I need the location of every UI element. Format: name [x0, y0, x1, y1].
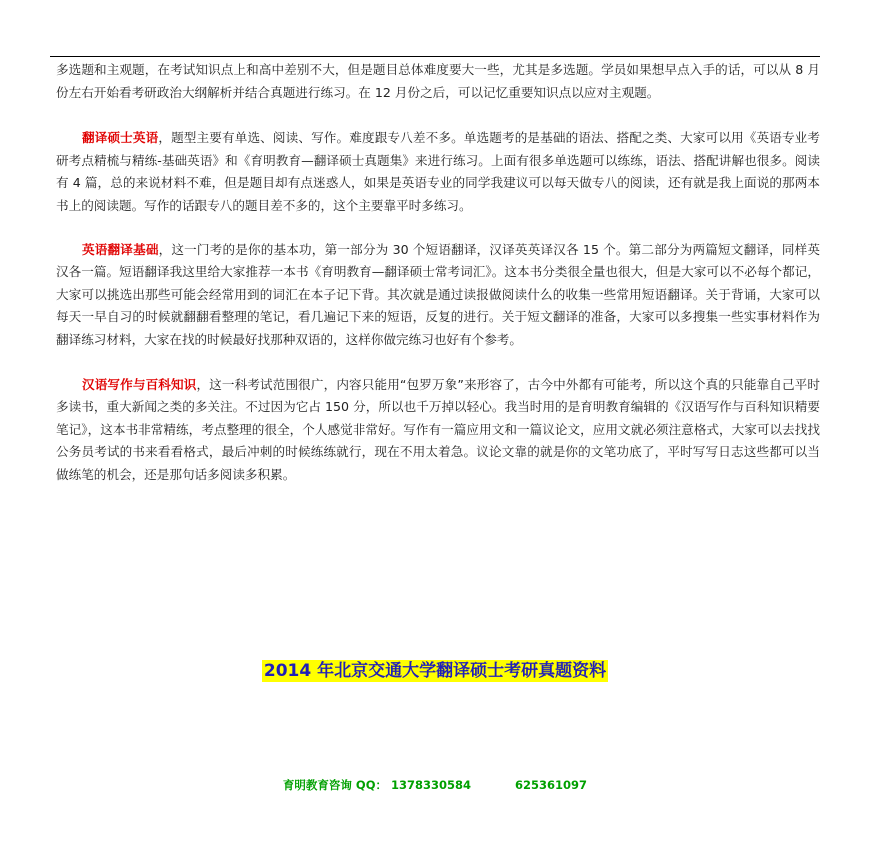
paragraph-politics [56, 59, 820, 104]
section-title: 汉语写作与百科知识 [82, 376, 197, 392]
paragraph-text: ，这一科考试范围很广，内容只能用“包罗万象”来形容了，古今中外都有可能考，所以这个真的只能靠自己平时多读书，重大新闻之类的多关注。不过因为它占 150 分，所以也千万掉以轻心。我当时用的是育明教育编辑的《汉语写作与百科知识精要笔记》，这本书非常精练，考点整理的很全，个人感觉非常好。写作有一篇应用文和一篇议论文，应用文就必须注意格式，大家可以去找找公务员考试的书来看看格式，最后冲刺的时候练练就行，现在不用太着急。议论文靠的就是你的文笔功底了，平时写写日志这些都可以当做练笔的机会，还是那句话多阅读多积累。 [56, 376, 820, 482]
paragraph-chinese-writing [56, 374, 820, 487]
document-body [56, 59, 820, 487]
paragraph-translation-english [56, 127, 820, 217]
banner-title: 2014 年北京交通大学翻译硕士考研真题资料 [263, 661, 607, 681]
paragraph-text: ，题型主要有单选、阅读、写作。难度跟专八差不多。单选题考的是基础的语法、搭配之类、大家可以用《英语专业考研考点精梳与精练-基础英语》和《育明教育—翻译硕士真题集》来进行练习。上面有很多单选题可以练练，语法、搭配讲解也很多。阅读有 4 篇，总的来说材料不难，但是题目却有点迷惑人，如果是英语专业的同学我建议可以每天做专八的阅读，还有就是我上面说的那两本书上的阅读题。写作的话跟专八的题目差不多的，这个主要靠平时多练习。 [56, 130, 821, 213]
contact-footer [0, 777, 870, 793]
qq-number-1: 1378330584 [391, 778, 472, 792]
paragraph-english-translation-basics [56, 239, 820, 352]
paragraph-text: ，这一门考的是你的基本功，第一部分为 30 个短语翻译，汉译英英译汉各 15 个。第二部分为两篇短文翻译，同样英汉各一篇。短语翻译我这里给大家推荐一本书《育明教育—翻译硕士常考词汇》。这本书分类很全量也很大，但是大家可以不必每个都记，大家可以挑选出那些可能会经常用到的词汇在本子记下背。其次就是通过读报做阅读什么的收集一些常用短语翻译。关于背诵，大家可以每天一早自习的时候就翻翻看整理的笔记，看几遍记下来的短语，反复的进行。关于短文翻译的准备，大家可以多搜集一些实事材料作为翻译练习材料，大家在找的时候最好找那种双语的，这样你做完练习也好有个参考。 [56, 241, 820, 347]
paragraph-text: 多选题和主观题，在考试知识点上和高中差别不大，但是题目总体难度要大一些，尤其是多选题。学员如果想早点入手的话，可以从 8 月份左右开始看考研政治大纲解析并结合真题进行练习。在 12 月份之后，可以记忆重要知识点以应对主观题。 [56, 62, 820, 100]
footer-label: 育明教育咨询 QQ： [282, 778, 387, 792]
qq-number-2: 625361097 [515, 778, 588, 792]
section-title: 翻译硕士英语 [82, 130, 159, 146]
header-rule [50, 56, 820, 57]
section-title: 英语翻译基础 [82, 241, 159, 257]
document-banner [0, 656, 870, 681]
